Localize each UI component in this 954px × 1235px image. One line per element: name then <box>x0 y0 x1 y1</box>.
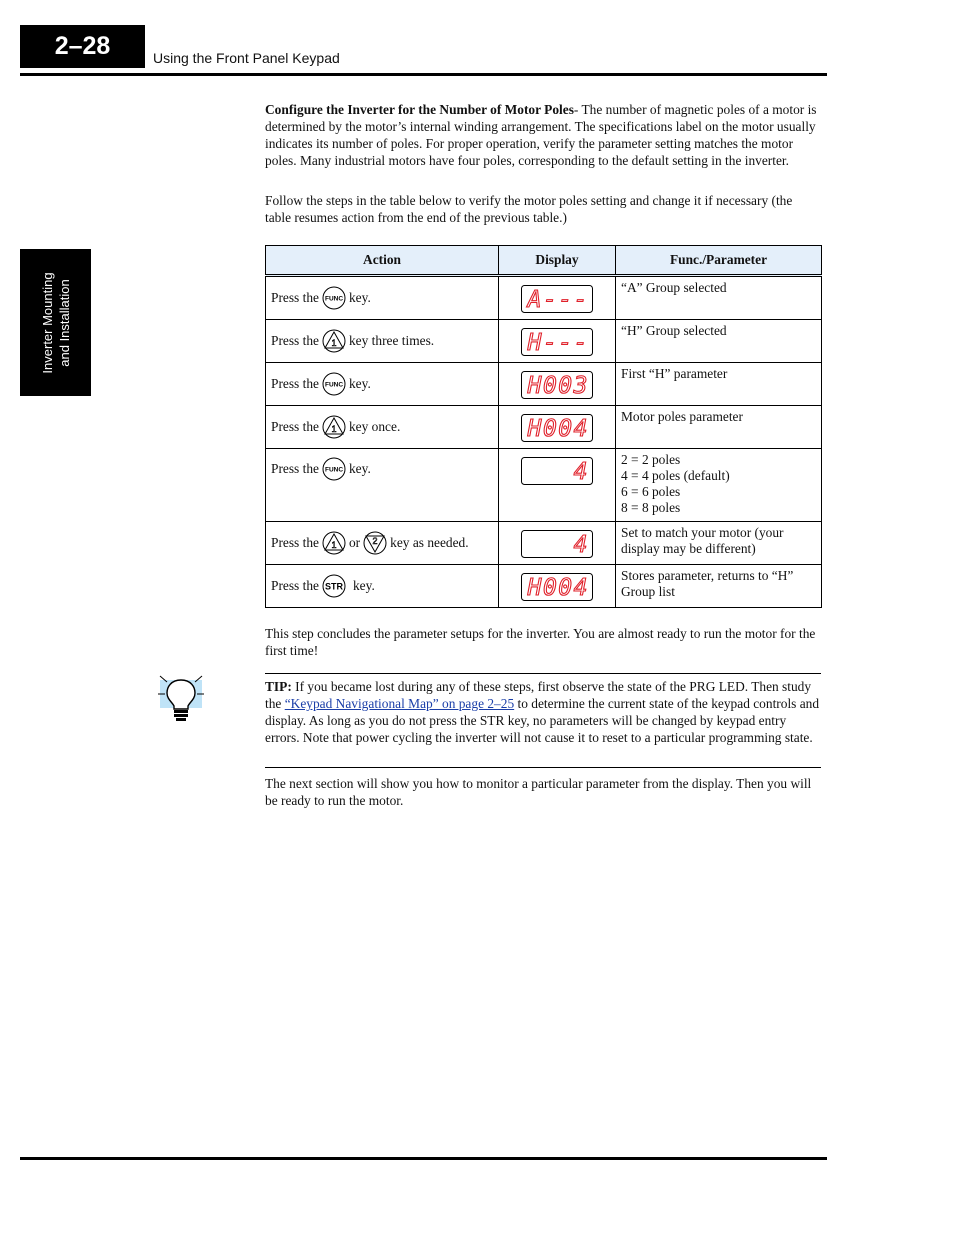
conclusion-paragraph: This step concludes the parameter setups for the inverter. You are almost ready to run the motor for the first time! <box>265 626 816 658</box>
func-key-icon <box>322 457 346 481</box>
func-description <box>616 320 821 339</box>
func-line: 2 = 2 poles <box>621 452 681 467</box>
func-line: “H” Group selected <box>621 323 727 338</box>
lcd-text: H004 <box>527 575 589 601</box>
display-cell <box>499 449 616 522</box>
action-prefix: Press the <box>271 578 319 593</box>
up-arrow-key-icon <box>322 531 346 555</box>
tip-paragraph <box>265 678 821 746</box>
section-title: Using the Front Panel Keypad <box>153 50 340 66</box>
func-description <box>616 406 821 425</box>
footer-rule <box>20 1157 827 1160</box>
tip-text-b: to determine the current state of the keypad controls and display. As long as you do not press the STR key, no parameters will be changed by keypad entry errors. Note that power cycling the inverter will not cause it to reset to a particular programming state. <box>265 696 820 745</box>
display-wrapper <box>499 449 615 485</box>
side-chapter-tab <box>20 249 91 396</box>
func-line: Set to match your motor (your <box>621 525 784 540</box>
lcd-text: 4 <box>573 459 589 485</box>
key-glyph: 2 <box>372 536 378 546</box>
steps-table <box>265 245 822 608</box>
tip-rule-top <box>265 673 821 674</box>
func-description <box>616 522 821 557</box>
action-prefix: Press the <box>271 419 319 434</box>
action-instruction <box>266 565 498 607</box>
lcd-text: H003 <box>527 373 589 399</box>
action-cell <box>266 522 499 565</box>
action-instruction <box>266 320 498 362</box>
header-rule <box>20 73 827 76</box>
action-suffix: key once. <box>348 419 401 434</box>
display-wrapper <box>499 565 615 601</box>
lcd-text: 4 <box>573 532 589 558</box>
table-header-row <box>266 246 822 276</box>
func-cell <box>616 522 822 565</box>
display-cell <box>499 276 616 320</box>
display-cell <box>499 565 616 608</box>
store-key-icon <box>322 574 346 598</box>
table-row <box>266 406 822 449</box>
intro-bold-lead: Configure the Inverter for the Number of Motor Poles <box>265 102 574 117</box>
display-cell <box>499 522 616 565</box>
up-arrow-key-icon <box>322 415 346 439</box>
action-prefix: Press the <box>271 376 319 391</box>
action-cell <box>266 406 499 449</box>
lcd-display <box>521 573 593 601</box>
action-instruction <box>266 277 498 319</box>
func-line: “A” Group selected <box>621 280 727 295</box>
intro-paragraph <box>265 101 821 169</box>
display-wrapper <box>499 320 615 356</box>
func-cell <box>616 565 822 608</box>
tip-label: TIP: <box>265 679 292 694</box>
key-glyph: FUNC <box>324 295 344 303</box>
lcd-display <box>521 285 593 313</box>
action-conjunction: or <box>348 535 361 550</box>
func-cell <box>616 276 822 320</box>
func-line: 6 = 6 poles <box>621 484 681 499</box>
column-header-action: Action <box>266 246 499 276</box>
key-glyph: 1 <box>331 424 337 434</box>
func-line: display may be different) <box>621 541 756 556</box>
action-suffix: key as needed. <box>390 535 469 550</box>
lcd-display <box>521 457 593 485</box>
lcd-text: A--- <box>527 287 589 313</box>
action-suffix: key three times. <box>348 333 435 348</box>
side-tab-line-1: Inverter Mounting <box>39 271 55 374</box>
func-description <box>616 277 821 296</box>
lcd-display <box>521 414 593 442</box>
func-description <box>616 449 821 521</box>
display-cell <box>499 320 616 363</box>
display-wrapper <box>499 406 615 442</box>
func-line: Group list <box>621 584 675 599</box>
column-header-func: Func./Parameter <box>616 246 822 276</box>
page-number: 2–28 <box>20 25 145 68</box>
action-suffix: key. <box>348 376 371 391</box>
action-instruction <box>266 363 498 405</box>
action-prefix: Press the <box>271 535 319 550</box>
func-description <box>616 363 821 382</box>
follow-paragraph: Follow the steps in the table below to verify the motor poles setting and change it if necessary (the table resumes action from the end of the previous table.) <box>265 193 793 225</box>
table-row <box>266 522 822 565</box>
action-prefix: Press the <box>271 461 319 476</box>
display-wrapper <box>499 522 615 558</box>
func-cell <box>616 320 822 363</box>
action-prefix: Press the <box>271 333 319 348</box>
action-cell <box>266 363 499 406</box>
func-key-icon <box>322 286 346 310</box>
lcd-text: H004 <box>527 416 589 442</box>
lcd-text: H--- <box>527 330 589 356</box>
display-wrapper <box>499 363 615 399</box>
action-cell <box>266 276 499 320</box>
up-arrow-key-icon <box>322 329 346 353</box>
table-row <box>266 320 822 363</box>
tip-rule-bottom <box>265 767 821 768</box>
next-section-paragraph: The next section will show you how to monitor a particular parameter from the display. Then you will be ready to run the motor. <box>265 776 812 808</box>
func-cell <box>616 406 822 449</box>
action-instruction <box>266 406 498 448</box>
display-wrapper <box>499 277 615 313</box>
side-tab-line-2: and Installation <box>56 278 72 367</box>
table-row <box>266 449 822 522</box>
key-glyph: FUNC <box>324 381 344 389</box>
table-row <box>266 276 822 320</box>
func-line: 8 = 8 poles <box>621 500 681 515</box>
action-cell <box>266 565 499 608</box>
func-line: 4 = 4 poles (default) <box>621 468 730 483</box>
action-instruction <box>266 449 498 489</box>
lightbulb-icon <box>158 672 204 722</box>
lcd-display <box>521 371 593 399</box>
func-description <box>616 565 821 600</box>
func-cell <box>616 363 822 406</box>
action-suffix: key. <box>348 290 371 305</box>
func-line: Motor poles parameter <box>621 409 743 424</box>
key-glyph: 1 <box>331 338 337 348</box>
display-cell <box>499 363 616 406</box>
column-header-display: Display <box>499 246 616 276</box>
func-cell <box>616 449 822 522</box>
lcd-display <box>521 328 593 356</box>
action-suffix: key. <box>352 578 375 593</box>
display-cell <box>499 406 616 449</box>
action-suffix: key. <box>348 461 371 476</box>
key-glyph: FUNC <box>324 466 344 474</box>
tip-text-a: If you became lost during any of these steps, first observe the state of the PRG LED. Then study the <box>265 679 812 711</box>
down-arrow-key-icon <box>363 531 387 555</box>
action-cell <box>266 449 499 522</box>
key-glyph: 1 <box>331 540 337 550</box>
func-line: First “H” parameter <box>621 366 728 381</box>
table-row <box>266 565 822 608</box>
action-cell <box>266 320 499 363</box>
func-line: Stores parameter, returns to “H” <box>621 568 794 583</box>
intro-text: - The number of magnetic poles of a motor is determined by the motor’s internal winding arrangement. The specifications label on the motor usually indicates its number of poles. For proper operation, verify the parameter setting matches the motor poles. Many industrial motors have four poles, corresponding to the default setting in the inverter. <box>265 102 817 168</box>
table-row <box>266 363 822 406</box>
action-prefix: Press the <box>271 290 319 305</box>
func-key-icon <box>322 372 346 396</box>
action-instruction <box>266 522 498 564</box>
keypad-map-link[interactable]: “Keypad Navigational Map” on page 2–25 <box>284 696 515 711</box>
key-glyph: STR <box>324 581 343 592</box>
lcd-display <box>521 530 593 558</box>
